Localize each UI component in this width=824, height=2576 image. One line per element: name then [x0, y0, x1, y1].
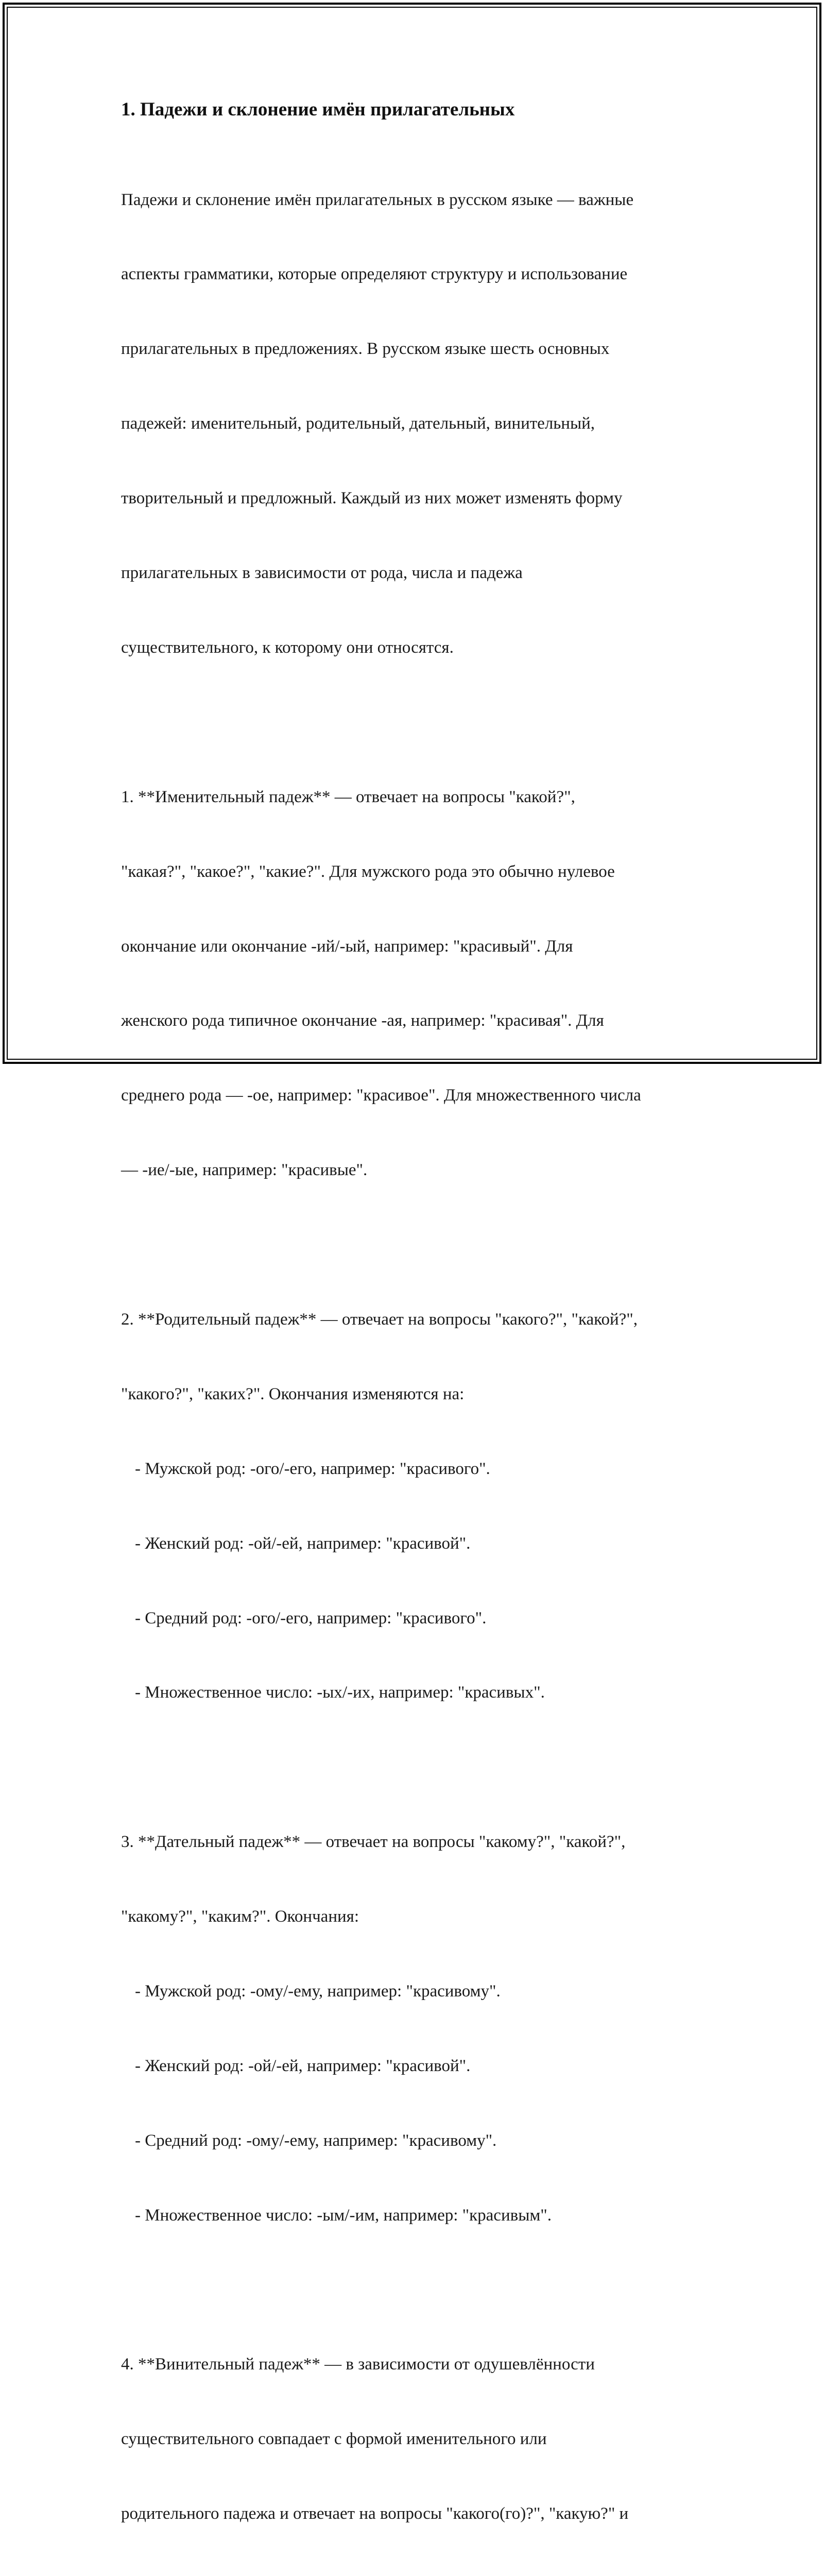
text-line: 3. **Дательный падеж** — отвечает на вопросы "какому?", "какой?", [121, 1833, 626, 1852]
text-line: — -ие/-ые, например: "красивые". [121, 1161, 368, 1180]
text-line: 4. **Винительный падеж** — в зависимости от одушевлённости [121, 2355, 595, 2374]
text-line: среднего рода — -ое, например: "красивое". Для множественного числа [121, 1086, 641, 1105]
text-line: Падежи и склонение имён прилагательных в русском языке — важные [121, 190, 634, 209]
text-line: 2. **Родительный падеж** — отвечает на вопросы "какого?", "какой?", [121, 1310, 638, 1329]
accusative-paragraph [121, 2302, 708, 2576]
paragraph-gap [121, 1232, 708, 1257]
intro-paragraph [121, 138, 708, 710]
text-line: прилагательных в предложениях. В русском языке шесть основных [121, 340, 610, 359]
list-item: - Мужской род: -ого/-его, например: "красивого". [135, 1459, 490, 1478]
list-item: - Множественное число: -ым/-им, например: "красивым". [135, 2206, 552, 2225]
list-item: - Множественное число: -ых/-их, например: "красивых". [135, 1683, 545, 1702]
text-line: творительный и предложный. Каждый из них может изменять форму [121, 489, 623, 508]
paragraph-gap [121, 710, 708, 735]
text-line: "какая?", "какое?", "какие?". Для мужского рода это обычно нулевое [121, 862, 615, 881]
text-line: родительного падежа и отвечает на вопросы "какого(го)?", "какую?" и [121, 2504, 629, 2523]
nominative-paragraph [121, 735, 708, 1232]
list-item: - Женский род: -ой/-ей, например: "красивой". [135, 1534, 471, 1553]
text-line: женского рода типичное окончание -ая, например: "красивая". Для [121, 1011, 604, 1030]
genitive-paragraph [121, 1257, 708, 1755]
list-item: - Женский род: -ой/-ей, например: "красивой". [135, 2056, 471, 2075]
text-line: прилагательных в зависимости от рода, числа и падежа [121, 564, 523, 583]
paragraph-gap [121, 1755, 708, 1780]
text-line: 1. **Именительный падеж** — отвечает на вопросы "какой?", [121, 787, 575, 806]
list-item: - Мужской род: -ому/-ему, например: "красивому". [135, 1981, 501, 2001]
text-line: падежей: именительный, родительный, дательный, винительный, [121, 414, 595, 433]
text-line: существительного совпадает с формой именительного или [121, 2430, 547, 2449]
text-line: "какому?", "каким?". Окончания: [121, 1907, 359, 1926]
text-line: аспекты грамматики, которые определяют структуру и использование [121, 265, 628, 284]
text-line: "какого?", "каких?". Окончания изменяются на: [121, 1384, 465, 1403]
text-line: существительного, к которому они относятся. [121, 638, 454, 657]
document-body [121, 95, 708, 2576]
list-item: - Средний род: -ого/-его, например: "красивого". [135, 1608, 487, 1628]
section-heading: 1. Падежи и склонение имён прилагательных [121, 99, 515, 120]
text-line: окончание или окончание -ий/-ый, например: "красивый". Для [121, 937, 573, 956]
dative-paragraph [121, 1780, 708, 2278]
paragraph-gap [121, 2278, 708, 2302]
list-item: - Средний род: -ому/-ему, например: "красивому". [135, 2131, 497, 2150]
